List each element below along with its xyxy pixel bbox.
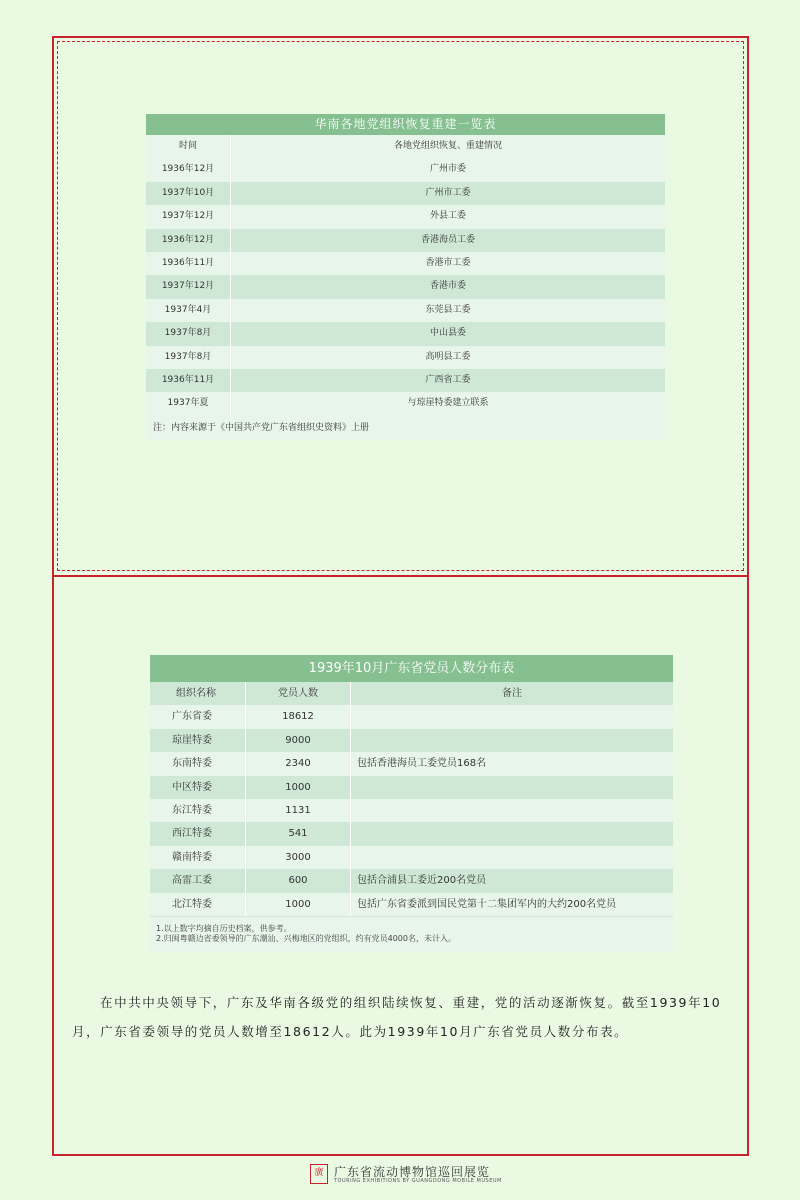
time-cell: 1937年8月: [146, 346, 231, 369]
table1-title: 华南各地党组织恢复重建一览表: [146, 114, 665, 135]
count-cell: 9000: [246, 729, 351, 752]
table-row: [150, 776, 673, 799]
org-cell: 高明县工委: [425, 351, 471, 362]
org-cell: 广东省委: [150, 705, 246, 728]
count-cell: 3000: [246, 846, 351, 869]
time-cell: 1937年12月: [146, 205, 231, 228]
org-cell: 香港市工委: [425, 257, 471, 268]
remark-cell: 包括香港海员工委党员168名: [357, 758, 487, 770]
table-row: [146, 252, 665, 275]
time-cell: 1936年11月: [146, 252, 231, 275]
org-cell: 东莞县工委: [425, 304, 471, 315]
table-row: [146, 322, 665, 345]
table2-notes: [150, 916, 673, 952]
remark-cell: 包括合浦县工委近200名党员: [357, 875, 487, 887]
table-row: [150, 869, 673, 892]
count-cell: 541: [246, 822, 351, 845]
museum-logo-icon: 廣: [310, 1164, 328, 1184]
count-cell: 600: [246, 869, 351, 892]
table-row: [146, 299, 665, 322]
org-cell: 广州市委: [429, 164, 466, 175]
frame-divider: [52, 575, 749, 577]
time-cell: 1936年11月: [146, 369, 231, 392]
time-cell: 1937年4月: [146, 299, 231, 322]
table-row: [146, 158, 665, 181]
org-cell: 高雷工委: [150, 869, 246, 892]
count-cell: 1000: [246, 893, 351, 916]
table1-note: 注：内容来源于《中国共产党广东省组织史资料》上册: [146, 416, 665, 440]
remark-cell: [351, 822, 673, 845]
description-paragraph: [72, 988, 744, 1046]
table1-body: [146, 158, 665, 415]
table2-header-count: 党员人数: [246, 682, 351, 705]
table-row: [146, 205, 665, 228]
count-cell: 2340: [246, 752, 351, 775]
org-cell: 广西省工委: [425, 374, 471, 385]
table-row: [150, 752, 673, 775]
org-cell: 赣南特委: [150, 846, 246, 869]
org-cell: 北江特委: [150, 893, 246, 916]
table-row: [146, 182, 665, 205]
table-row: [146, 392, 665, 415]
org-cell: 香港海员工委: [420, 234, 475, 245]
time-cell: 1937年12月: [146, 275, 231, 298]
table-row: [150, 846, 673, 869]
org-cell: 中区特委: [150, 776, 246, 799]
table-row: [146, 369, 665, 392]
description-text: 在中共中央领导下，广东及华南各级党的组织陆续恢复、重建，党的活动逐渐恢复。截至1939年10月，广东省委领导的党员人数增至18612人。此为1939年10月广东省党员人数分布表。: [72, 995, 722, 1039]
table-row: [150, 893, 673, 916]
remark-cell: [351, 705, 673, 728]
count-cell: 1131: [246, 799, 351, 822]
table2-title: 1939年10月广东省党员人数分布表: [150, 655, 673, 682]
museum-name-en: TOURING EXHIBITIONS BY GUANGDONG MOBILE MUSEUM: [334, 1178, 502, 1184]
org-cell: 东江特委: [150, 799, 246, 822]
org-cell: 琼崖特委: [150, 729, 246, 752]
table2-header-org: 组织名称: [150, 682, 246, 705]
org-cell: 西江特委: [150, 822, 246, 845]
org-cell: 外县工委: [429, 211, 466, 222]
table-row: [150, 705, 673, 728]
table-row: [150, 729, 673, 752]
table1-header-time: 时间: [146, 135, 231, 158]
count-cell: 1000: [246, 776, 351, 799]
museum-footer: [310, 1163, 510, 1187]
party-restoration-table: [146, 114, 665, 440]
time-cell: 1936年12月: [146, 158, 231, 181]
table-row: [150, 822, 673, 845]
time-cell: 1936年12月: [146, 229, 231, 252]
remark-cell: [351, 799, 673, 822]
remark-cell: [351, 846, 673, 869]
table2-header-remark: 备注: [502, 688, 522, 699]
table2-body: [150, 705, 673, 916]
org-cell: 中山县委: [429, 328, 466, 339]
remark-cell: 包括广东省委派到国民党第十二集团军内的大约200名党员: [357, 898, 617, 910]
remark-cell: [351, 729, 673, 752]
table-row: [150, 799, 673, 822]
table2-note-1: 1.以上数字均摘自历史档案，供参考。: [156, 923, 292, 933]
time-cell: 1937年夏: [146, 392, 231, 415]
org-cell: 香港市委: [429, 281, 466, 292]
table-row: [146, 346, 665, 369]
table1-header-org: 各地党组织恢复、重建情况: [393, 141, 502, 151]
remark-cell: [351, 776, 673, 799]
table1-header-row: [146, 135, 665, 158]
count-cell: 18612: [246, 705, 351, 728]
time-cell: 1937年8月: [146, 322, 231, 345]
org-cell: 与琼崖特委建立联系: [407, 398, 489, 409]
table-row: [146, 275, 665, 298]
org-cell: 东南特委: [150, 752, 246, 775]
time-cell: 1937年10月: [146, 182, 231, 205]
org-cell: 广州市工委: [425, 187, 471, 198]
museum-name-cn: 广东省流动博物馆巡回展览: [334, 1165, 491, 1179]
table2-note-2: 2.归闽粤赣边省委领导的广东潮汕、兴梅地区的党组织，约有党员4000名，未计入。: [156, 933, 456, 943]
table-row: [146, 229, 665, 252]
membership-table: [150, 655, 673, 952]
table2-header-row: [150, 682, 673, 705]
